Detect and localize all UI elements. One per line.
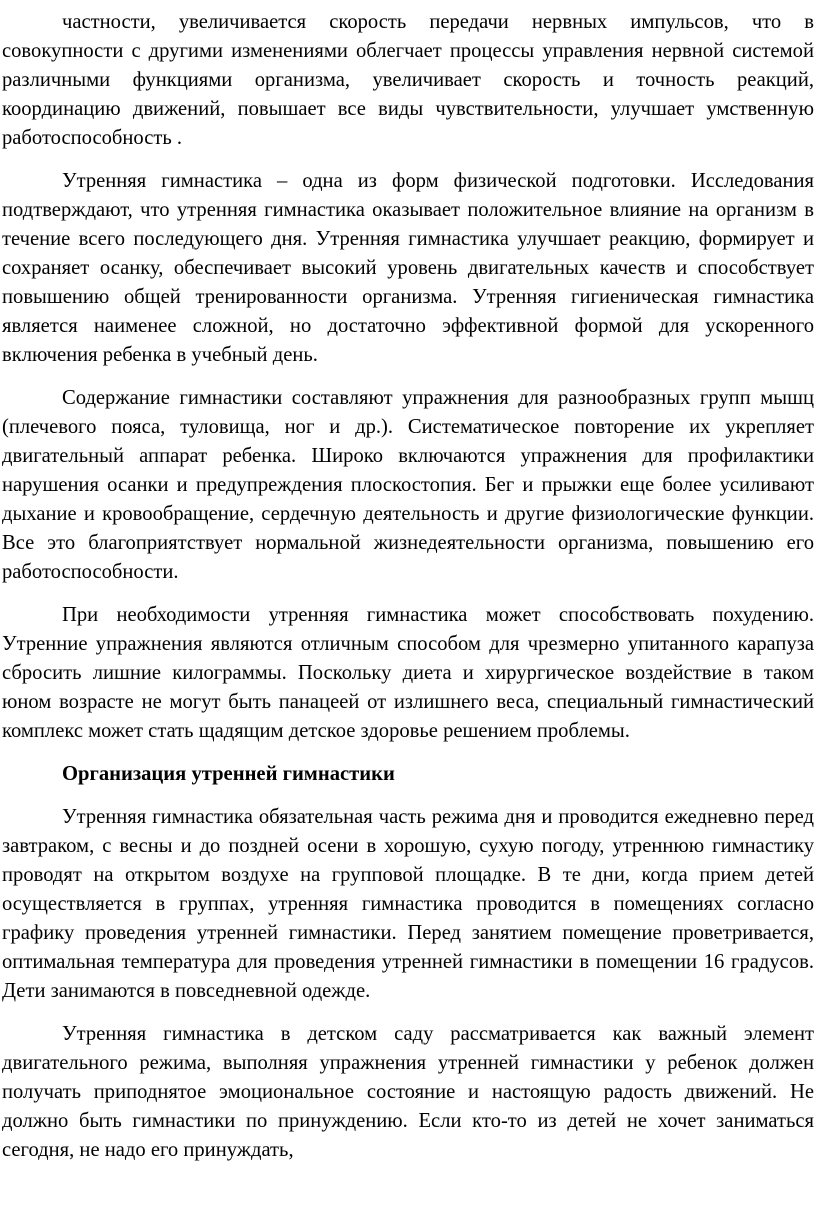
paragraph-3: Содержание гимнастики составляют упражнения для разнообразных групп мышц (плечевого пояса, туловища, ног и др.). Систематическое повторение их укрепляет двигательный аппарат ребенка. Широко включаются упражнения для профилактики нарушения осанки и предупреждения плоскостопия. Бег и прыжки еще более усиливают дыхание и кровообращение, сердечную деятельность и другие физиологические функции. Все это благоприятствует нормальной жизнедеятельности организма, повышению его работоспособности. — [2, 387, 814, 583]
section-heading: Организация утренней гимнастики — [62, 763, 395, 785]
paragraph-6: Утренняя гимнастика в детском саду рассматривается как важный элемент двигательного режима, выполняя упражнения утренней гимнастики у ребенок должен получать приподнятое эмоциональное состояние и настоящую радость движений. Не должно быть гимнастики по принуждению. Если кто-то из детей не хочет заниматься сегодня, не надо его принуждать, — [2, 1023, 814, 1161]
paragraph-4: При необходимости утренняя гимнастика может способствовать похудению. Утренние упражнения являются отличным способом для чрезмерно упитанного карапуза сбросить лишние килограммы. Поскольку диета и хирургическое воздействие в таком юном возрасте не могут быть панацеей от излишнего веса, специальный гимнастический комплекс может стать щадящим детское здоровье решением проблемы. — [2, 604, 814, 742]
paragraph-2: Утренняя гимнастика – одна из форм физической подготовки. Исследования подтверждают, что утренняя гимнастика оказывает положительное влияние на организм в течение всего последующего дня. Утренняя гимнастика улучшает реакцию, формирует и сохраняет осанку, обеспечивает высокий уровень двигательных качеств и способствует повышению общей тренированности организма. Утренняя гигиеническая гимнастика является наименее сложной, но достаточно эффективной формой для ускоренного включения ребенка в учебный день. — [2, 170, 814, 366]
paragraph-5: Утренняя гимнастика обязательная часть режима дня и проводится ежедневно перед завтраком, с весны и до поздней осени в хорошую, сухую погоду, утреннюю гимнастику проводят на открытом воздухе на групповой площадке. В те дни, когда прием детей осуществляется в группах, утренняя гимнастика проводится в помещениях согласно графику проведения утренней гимнастики. Перед занятием помещение проветривается, оптимальная температура для проведения утренней гимнастики в помещении 16 градусов. Дети занимаются в повседневной одежде. — [2, 806, 814, 1002]
paragraph-1: частности, увеличивается скорость передачи нервных импульсов, что в совокупности с другими изменениями облегчает процессы управления нервной системой различными функциями организма, увеличивает скорость и точность реакций, координацию движений, повышает все виды чувствительности, улучшает умственную работоспособность . — [2, 11, 814, 149]
